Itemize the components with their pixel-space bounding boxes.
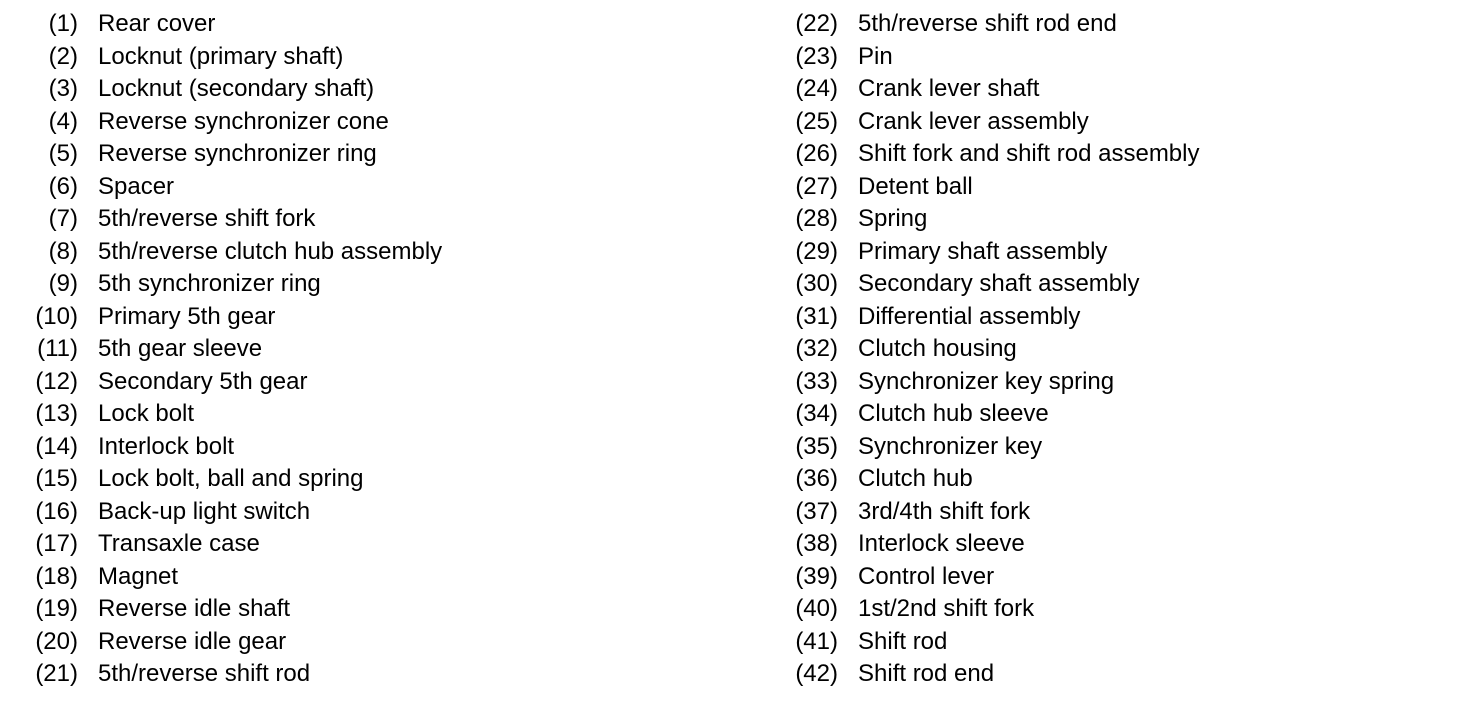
part-number: (15) [35,465,78,492]
part-label: Secondary 5th gear [98,367,308,395]
part-number: (10) [35,302,78,330]
part-number: (17) [35,530,78,557]
part-label: 5th/reverse shift fork [98,205,316,232]
part-number: (13) [35,400,78,427]
part-label: 5th synchronizer ring [98,270,321,297]
part-number: (39) [795,562,838,590]
part-item [26,528,726,561]
parts-list-left [26,8,726,691]
part-item [26,138,726,171]
part-label: Synchronizer key spring [858,367,1115,395]
part-number: (19) [35,595,78,622]
part-label: Synchronizer key [858,432,1043,460]
part-item [26,301,726,334]
part-label: Spacer [98,172,175,200]
part-item [26,333,726,366]
part-label: Rear cover [98,10,216,37]
part-number: (8) [48,237,78,265]
part-label: Secondary shaft assembly [858,270,1140,297]
part-number: (23) [795,42,838,70]
part-label: 5th gear sleeve [98,335,263,362]
part-number: (35) [795,432,838,460]
part-item [26,658,726,691]
part-number: (40) [795,595,838,622]
part-number: (6) [48,172,78,200]
part-label: Reverse idle gear [98,627,287,655]
part-label: 1st/2nd shift fork [858,595,1035,622]
part-label: Interlock sleeve [858,530,1025,557]
part-number: (30) [795,270,838,297]
part-number: (34) [795,400,838,427]
part-item [786,333,1466,366]
part-item [26,203,726,236]
part-label: Clutch hub [858,465,973,492]
part-number: (28) [795,205,838,232]
part-item [786,658,1466,691]
part-label: Crank lever shaft [858,75,1040,102]
part-item [786,8,1466,41]
part-number: (37) [795,497,838,525]
part-item [786,366,1466,399]
part-number: (26) [795,140,838,167]
part-label: Shift fork and shift rod assembly [858,140,1200,167]
part-item [26,398,726,431]
part-number: (42) [795,660,838,687]
part-label: Shift rod [858,627,948,655]
part-label: Clutch hub sleeve [858,400,1049,427]
part-item [26,463,726,496]
part-number: (21) [35,660,78,687]
part-item [786,496,1466,529]
part-item [26,106,726,139]
part-number: (3) [48,75,78,102]
part-number: (36) [795,465,838,492]
part-label: Interlock bolt [98,432,235,460]
part-item [786,73,1466,106]
part-item [786,626,1466,659]
part-number: (12) [35,367,78,395]
part-label: Differential assembly [858,302,1081,330]
part-label: Control lever [858,562,995,590]
part-number: (1) [48,10,78,37]
part-number: (22) [795,10,838,37]
part-number: (31) [795,302,838,330]
part-number: (7) [48,205,78,232]
part-number: (41) [795,627,838,655]
part-number: (11) [37,335,78,362]
part-item [786,463,1466,496]
part-item [26,73,726,106]
part-number: (16) [35,497,78,525]
part-number: (32) [795,335,838,362]
parts-list-right [786,8,1466,691]
part-number: (2) [48,42,78,70]
part-item [26,41,726,74]
part-label: Transaxle case [98,530,260,557]
part-label: Magnet [98,562,179,590]
part-number: (20) [35,627,78,655]
part-label: Primary 5th gear [98,302,276,330]
part-number: (4) [48,107,78,135]
part-item [26,366,726,399]
part-label: Reverse synchronizer cone [98,107,389,135]
part-item [26,593,726,626]
part-number: (5) [48,140,78,167]
part-number: (14) [35,432,78,460]
part-item [26,268,726,301]
part-label: Primary shaft assembly [858,237,1108,265]
part-label: Locknut (primary shaft) [98,42,344,70]
part-label: 5th/reverse clutch hub assembly [98,237,443,265]
part-number: (25) [795,107,838,135]
part-label: Locknut (secondary shaft) [98,75,375,102]
part-label: Crank lever assembly [858,107,1089,135]
part-label: 3rd/4th shift fork [858,497,1031,525]
part-label: Pin [858,42,893,70]
part-label: Reverse idle shaft [98,595,291,622]
part-label: Shift rod end [858,660,995,687]
part-item [786,528,1466,561]
part-label: Spring [858,205,928,232]
part-label: Back-up light switch [98,497,311,525]
part-number: (18) [35,562,78,590]
part-item [786,593,1466,626]
part-item [26,431,726,464]
part-label: Lock bolt [98,400,195,427]
part-label: 5th/reverse shift rod [98,660,311,687]
part-item [786,171,1466,204]
part-item [786,106,1466,139]
part-item [786,138,1466,171]
part-item [26,561,726,594]
part-label: Detent ball [858,172,973,200]
part-item [26,171,726,204]
part-item [786,203,1466,236]
part-number: (24) [795,75,838,102]
part-item [786,236,1466,269]
part-number: (9) [48,270,78,297]
part-item [786,561,1466,594]
part-item [786,431,1466,464]
part-item [786,398,1466,431]
part-item [786,268,1466,301]
part-label: Clutch housing [858,335,1017,362]
part-label: Lock bolt, ball and spring [98,465,364,492]
part-label: 5th/reverse shift rod end [858,10,1117,37]
part-item [26,496,726,529]
part-item [26,626,726,659]
part-number: (38) [795,530,838,557]
part-item [786,41,1466,74]
part-item [26,8,726,41]
part-label: Reverse synchronizer ring [98,140,377,167]
part-item [26,236,726,269]
part-item [786,301,1466,334]
part-number: (33) [795,367,838,395]
part-number: (27) [795,172,838,200]
part-number: (29) [795,237,838,265]
